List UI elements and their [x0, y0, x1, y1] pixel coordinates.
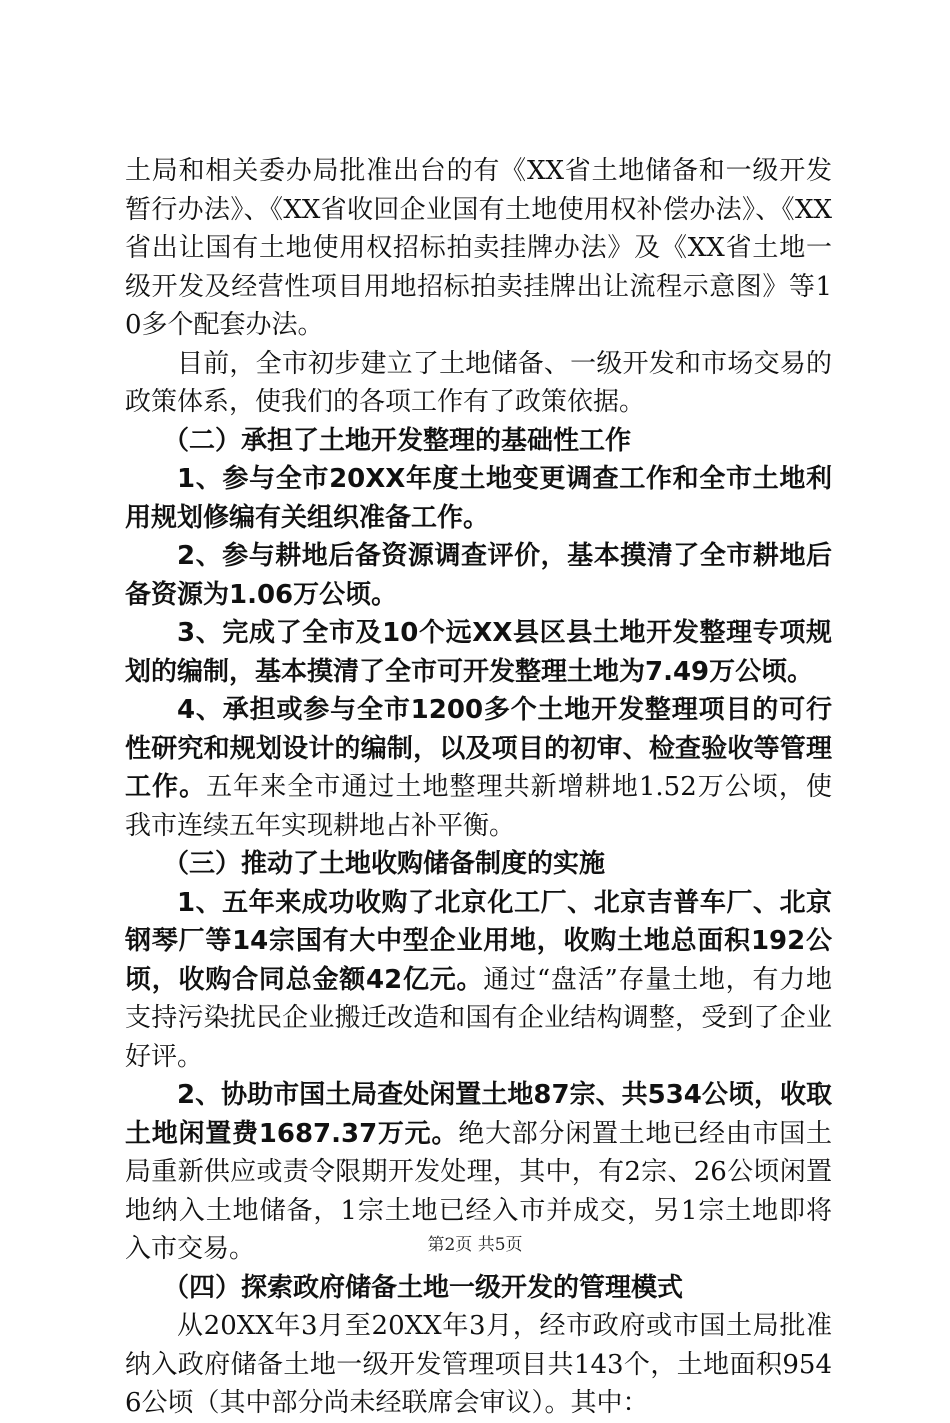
paragraph-item-3-2-lead: 2、协助市国土局查处闲置土地87宗、共534公顷，收取土地闲置费1687.37万元。: [125, 1080, 832, 1149]
paragraph-item-2-4: [125, 691, 832, 845]
section-heading-4: （四）探索政府储备土地一级开发的管理模式: [163, 1272, 684, 1303]
paragraph-item-2-2: 2、参与耕地后备资源调查评价，基本摸清了全市耕地后备资源为1.06万公顷。: [125, 541, 832, 610]
paragraph-item-3-1: [125, 884, 832, 1077]
paragraph-item-3-2-rest: 绝大部分闲置土地已经由市国土局重新供应或责令限期开发处理，其中，有2宗、26公顷闲置地纳入土地储备，1宗土地已经入市并成交，另1宗土地即将入市交易。: [125, 1118, 832, 1264]
paragraph-item-3-1-lead: 1、五年来成功收购了北京化工厂、北京吉普车厂、北京钢琴厂等14宗国有大中型企业用地，收购土地总面积192公顷，收购合同总金额42亿元。: [125, 887, 832, 995]
section-heading-2: （二）承担了土地开发整理的基础性工作: [163, 425, 632, 456]
paragraph-1: 土局和相关委办局批准出台的有《XX省土地储备和一级开发暂行办法》、《XX省收回企业国有土地使用权补偿办法》、《XX省出让国有土地使用权招标拍卖挂牌办法》及《XX省土地一级开发及经营性项目用地招标拍卖挂牌出让流程示意图》等10多个配套办法。: [125, 156, 832, 340]
paragraph-item-2-4-lead: 4、承担或参与全市1200多个土地开发整理项目的可行性研究和规划设计的编制，以及项目的初审、检查验收等管理工作。: [125, 695, 832, 802]
paragraph-2: 目前，全市初步建立了土地储备、一级开发和市场交易的政策体系，使我们的各项工作有了政策依据。: [125, 348, 832, 417]
paragraph-4-1: 从20XX年3月至20XX年3月，经市政府或市国土局批准纳入政府储备土地一级开发管理项目共143个，土地面积9546公顷（其中部分尚未经联席会审议）。其中：: [125, 1311, 832, 1418]
paragraph-item-2-1: 1、参与全市20XX年度土地变更调查工作和全市土地利用规划修编有关组织准备工作。: [125, 464, 832, 533]
paragraph-item-2-3: 3、完成了全市及10个远XX县区县土地开发整理专项规划的编制，基本摸清了全市可开发整理土地为7.49万公顷。: [125, 618, 832, 687]
page-footer: 第2页 共5页: [427, 1235, 523, 1255]
paragraph-item-2-4-rest: 五年来全市通过土地整理共新增耕地1.52万公顷，使我市连续五年实现耕地占补平衡。: [125, 772, 832, 841]
section-heading-3: （三）推动了土地收购储备制度的实施: [163, 849, 606, 879]
paragraph-item-3-1-rest: 通过“盘活”存量土地，有力地支持污染扰民企业搬迁改造和国有企业结构调整，受到了企业好评。: [125, 964, 832, 1072]
